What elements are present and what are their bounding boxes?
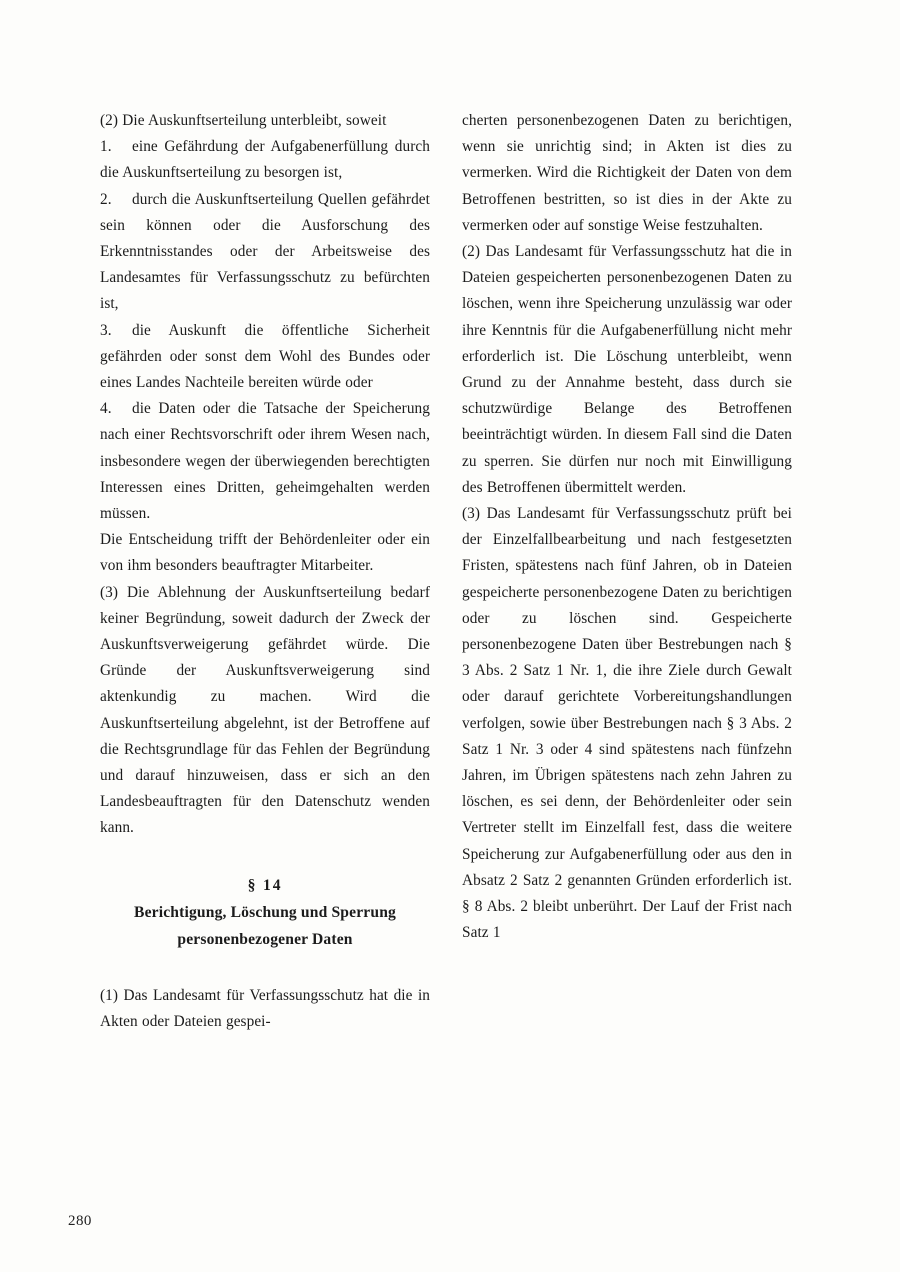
page-number: 280 [68, 1213, 92, 1229]
list-item-2-number: 2. [100, 190, 112, 208]
list-item-1-text: eine Gefährdung der Aufgabenerfüllung durch die Auskunftserteilung zu besorgen ist, [100, 138, 430, 182]
list-item-2 [100, 187, 430, 318]
paragraph-entscheidung: Die Entscheidung trifft der Behördenleiter oder ein von ihm besonders beauftragter Mitarbeiter. [100, 531, 430, 575]
list-item-3-text: die Auskunft die öffentliche Sicherheit gefährden oder sonst dem Wohl des Bundes oder eines Landes Nachteile bereiten würde oder [100, 321, 430, 392]
section-heading-title-line-1: Berichtigung, Löschung und Sperrung [134, 903, 396, 921]
left-text-column [100, 108, 430, 1035]
paragraph-14-absatz-1-continued: cherten personenbezogenen Daten zu berichtigen, wenn sie unrichtig sind; in Akten ist dies zu vermerken. Wird die Richtigkeit der Daten von dem Betroffenen bestritten, so ist dies in der Akte zu vermerken oder auf sonstige Weise festzuhalten. [462, 112, 792, 234]
right-text-column [462, 108, 792, 947]
list-item-1-number: 1. [100, 138, 112, 156]
section-heading-title-line-2: personenbezogener Daten [177, 930, 353, 948]
list-item-3 [100, 318, 430, 397]
paragraph-absatz-2-intro: (2) Die Auskunftserteilung unterbleibt, soweit [100, 112, 387, 129]
list-item-4-text: die Daten oder die Tatsache der Speicherung nach einer Rechtsvorschrift oder ihrem Wesen nach, insbesondere wegen der überwiegenden berechtigten Interessen eines Dritten, geheimgehalten werden müssen. [100, 400, 430, 523]
paragraph-14-absatz-2: (2) Das Landesamt für Verfassungsschutz hat die in Dateien gespeicherten personenbezogenen Daten zu löschen, wenn ihre Speicherung unzulässig war oder ihre Kenntnis für die Aufgabenerfüllung nicht mehr erforderlich ist. Die Löschung unterbleibt, wenn Grund zu der Annahme besteht, dass durch sie schutzwürdige Belange des Betroffenen beeinträchtigt würden. In diesem Fall sind die Daten zu sperren. Sie dürfen nur noch mit Einwilligung des Betroffenen übermittelt werden. [462, 243, 792, 496]
section-heading-symbol: § 14 [247, 876, 283, 894]
list-item-2-text: durch die Auskunftserteilung Quellen gefährdet sein können oder die Ausforschung des Erkenntnisstandes oder der Arbeitsweise des Landesamtes für Verfassungsschutz zu befürchten ist, [100, 190, 430, 313]
list-item-3-number: 3. [100, 321, 112, 339]
paragraph-14-absatz-1: (1) Das Landesamt für Verfassungsschutz hat die in Akten oder Dateien gespei- [100, 986, 430, 1030]
two-column-text-body [0, 108, 900, 1178]
paragraph-absatz-3: (3) Die Ablehnung der Auskunftserteilung bedarf keiner Begründung, soweit dadurch der Zweck der Auskunftsverweigerung gefährdet würde. Die Gründe der Auskunftsverweigerung sind aktenkundig zu machen. Wird die Auskunftserteilung abgelehnt, ist der Betroffene auf die Rechtsgrundlage für das Fehlen der Begründung und darauf hinzuweisen, dass er sich an den Landesbeauftragten für den Datenschutz wenden kann. [100, 583, 430, 837]
section-heading-paragraph-14 [100, 872, 430, 953]
list-item-1 [100, 134, 430, 186]
paragraph-14-absatz-3: (3) Das Landesamt für Verfassungsschutz prüft bei der Einzelfallbearbeitung und nach festgesetzten Fristen, spätestens nach fünf Jahren, ob in Dateien gespeicherte personenbezogene Daten zu berichtigen oder zu löschen sind. Gespeicherte personenbezogene Daten über Bestrebungen nach § 3 Abs. 2 Satz 1 Nr. 1, die ihre Ziele durch Gewalt oder darauf gerichtete Vorbereitungshandlungen verfolgen, sowie über Bestrebungen nach § 3 Abs. 2 Satz 1 Nr. 3 oder 4 sind spätestens nach fünfzehn Jahren, im Übrigen spätestens nach zehn Jahren zu löschen, es sei denn, der Behördenleiter oder sein Vertreter stellt im Einzelfall fest, dass die weitere Speicherung zur Aufgabenerfüllung oder aus den in Absatz 2 Satz 2 genannten Gründen erforderlich ist. § 8 Abs. 2 bleibt unberührt. Der Lauf der Frist nach Satz 1 [462, 505, 792, 942]
list-item-4-number: 4. [100, 400, 112, 418]
list-item-4 [100, 396, 430, 527]
